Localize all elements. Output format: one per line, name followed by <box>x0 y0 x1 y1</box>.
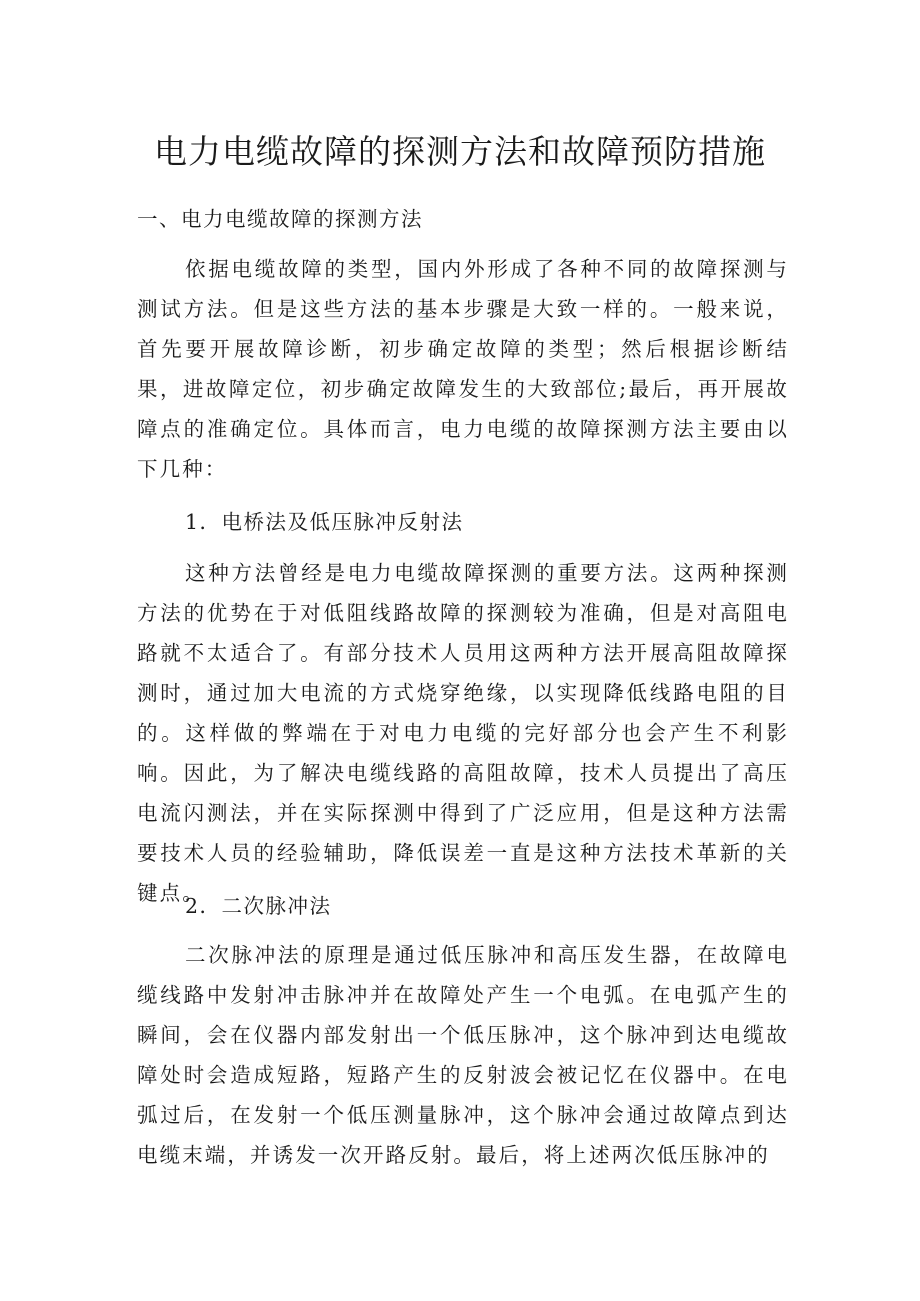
intro-paragraph: 依据电缆故障的类型，国内外形成了各种不同的故障探测与测试方法。但是这些方法的基本步骤是大致一样的。一般来说，首先要开展故障诊断，初步确定故障的类型；然后根据诊断结果，进故障定位，初步确定故障发生的大致部位;最后，再开展故障点的准确定位。具体而言，电力电缆的故障探测方法主要由以下几种： <box>137 257 789 481</box>
method-1-heading: 1．电桥法及低压脉冲反射法 <box>185 510 464 534</box>
method-1-paragraph: 这种方法曾经是电力电缆故障探测的重要方法。这两种探测方法的优势在于对低阻线路故障的探测较为准确，但是对高阻电路就不太适合了。有部分技术人员用这两种方法开展高阻故障探测时，通过加大电流的方式烧穿绝缘，以实现降低线路电阻的目的。这样做的弊端在于对电力电缆的完好部分也会产生不利影响。因此，为了解决电缆线路的高阻故障，技术人员提出了高压电流闪测法，并在实际探测中得到了广泛应用，但是这种方法需要技术人员的经验辅助，降低误差一直是这种方法技术革新的关键点。 <box>137 561 789 905</box>
method-2-paragraph: 二次脉冲法的原理是通过低压脉冲和高压发生器，在故障电缆线路中发射冲击脉冲并在故障处产生一个电弧。在电弧产生的瞬间，会在仪器内部发射出一个低压脉冲，这个脉冲到达电缆故障处时会造成短路，短路产生的反射波会被记忆在仪器中。在电弧过后，在发射一个低压测量脉冲，这个脉冲会通过故障点到达电缆末端，并诱发一次开路反射。最后，将上述两次低压脉冲的 <box>137 943 789 1167</box>
document-title: 电力电缆故障的探测方法和故障预防措施 <box>154 132 766 171</box>
method-2-heading: 2．二次脉冲法 <box>185 894 332 918</box>
section-heading-detection-methods: 一、电力电缆故障的探测方法 <box>137 207 423 231</box>
